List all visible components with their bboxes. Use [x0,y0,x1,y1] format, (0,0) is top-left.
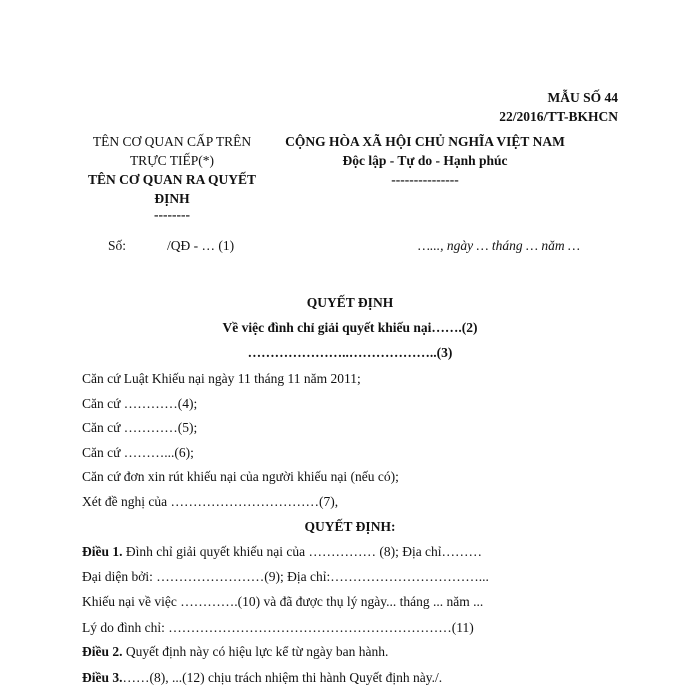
preamble-line: Căn cứ …………(5); [82,420,198,435]
document-number-label: Số: [108,238,127,253]
article-3-text: ……(8), ...(12) chịu trách nhiệm thi hành Quyết định này./. [122,670,443,685]
preamble-line: Căn cứ đơn xin rút khiếu nại của người khiếu nại (nếu có); [82,469,399,484]
decision-heading: QUYẾT ĐỊNH: [304,519,396,534]
issuing-agency-line2: ĐỊNH [154,191,190,206]
article-2 [82,644,388,660]
article-2-label: Điều 2. [82,644,123,659]
preamble-line: Căn cứ ………...(6); [82,445,194,460]
national-header [280,134,570,188]
superior-agency-line2: TRỰC TIẾP(*) [129,153,215,168]
issuing-authority: …………………..………………..(3) [247,345,453,360]
issuing-agency-line1: TÊN CƠ QUAN RA QUYẾT [87,172,257,187]
agency-divider: -------- [154,207,190,222]
form-code-number: MẪU SỐ 44 [547,90,618,105]
preamble-line: Căn cứ Luật Khiếu nại ngày 11 tháng 11 năm 2011; [82,371,361,386]
article-1-label: Điều 1. [82,544,123,559]
article-1-reason: Lý do đình chỉ: ………………………………………………………(11) [82,620,474,635]
document-number-code: /QĐ - … (1) [167,238,235,253]
article-1-representative: Đại diện bởi: ……………………(9); Địa chỉ:……………………………... [82,569,489,584]
country-name: CỘNG HÒA XÃ HỘI CHỦ NGHĨA VIỆT NAM [285,134,565,149]
article-2-text: Quyết định này có hiệu lực kể từ ngày ban hành. [122,644,389,659]
form-code-circular: 22/2016/TT-BKHCN [499,109,618,124]
article-3 [82,670,442,686]
article-3-label: Điều 3. [82,670,123,685]
article-1-complaint: Khiếu nại về việc ………….(10) và đã được thụ lý ngày... tháng ... năm ... [82,594,484,609]
article-1 [82,544,482,560]
preamble-line: Xét đề nghị của ……………………………(7), [82,494,339,509]
superior-agency-line1: TÊN CƠ QUAN CẤP TRÊN [92,134,252,149]
national-motto: Độc lập - Tự do - Hạnh phúc [342,153,508,168]
document-title: QUYẾT ĐỊNH [306,295,394,310]
article-1-text: Đình chỉ giải quyết khiếu nại của …………… (8); Địa chỉ……… [122,544,483,559]
form-code [499,90,618,125]
document-subject: Về việc đình chỉ giải quyết khiếu nại…….(2) [222,320,478,335]
document-date: …..., ngày … tháng … năm … [418,238,581,253]
preamble-line: Căn cứ …………(4); [82,396,198,411]
agency-header [62,134,282,223]
motto-divider: --------------- [391,172,459,187]
